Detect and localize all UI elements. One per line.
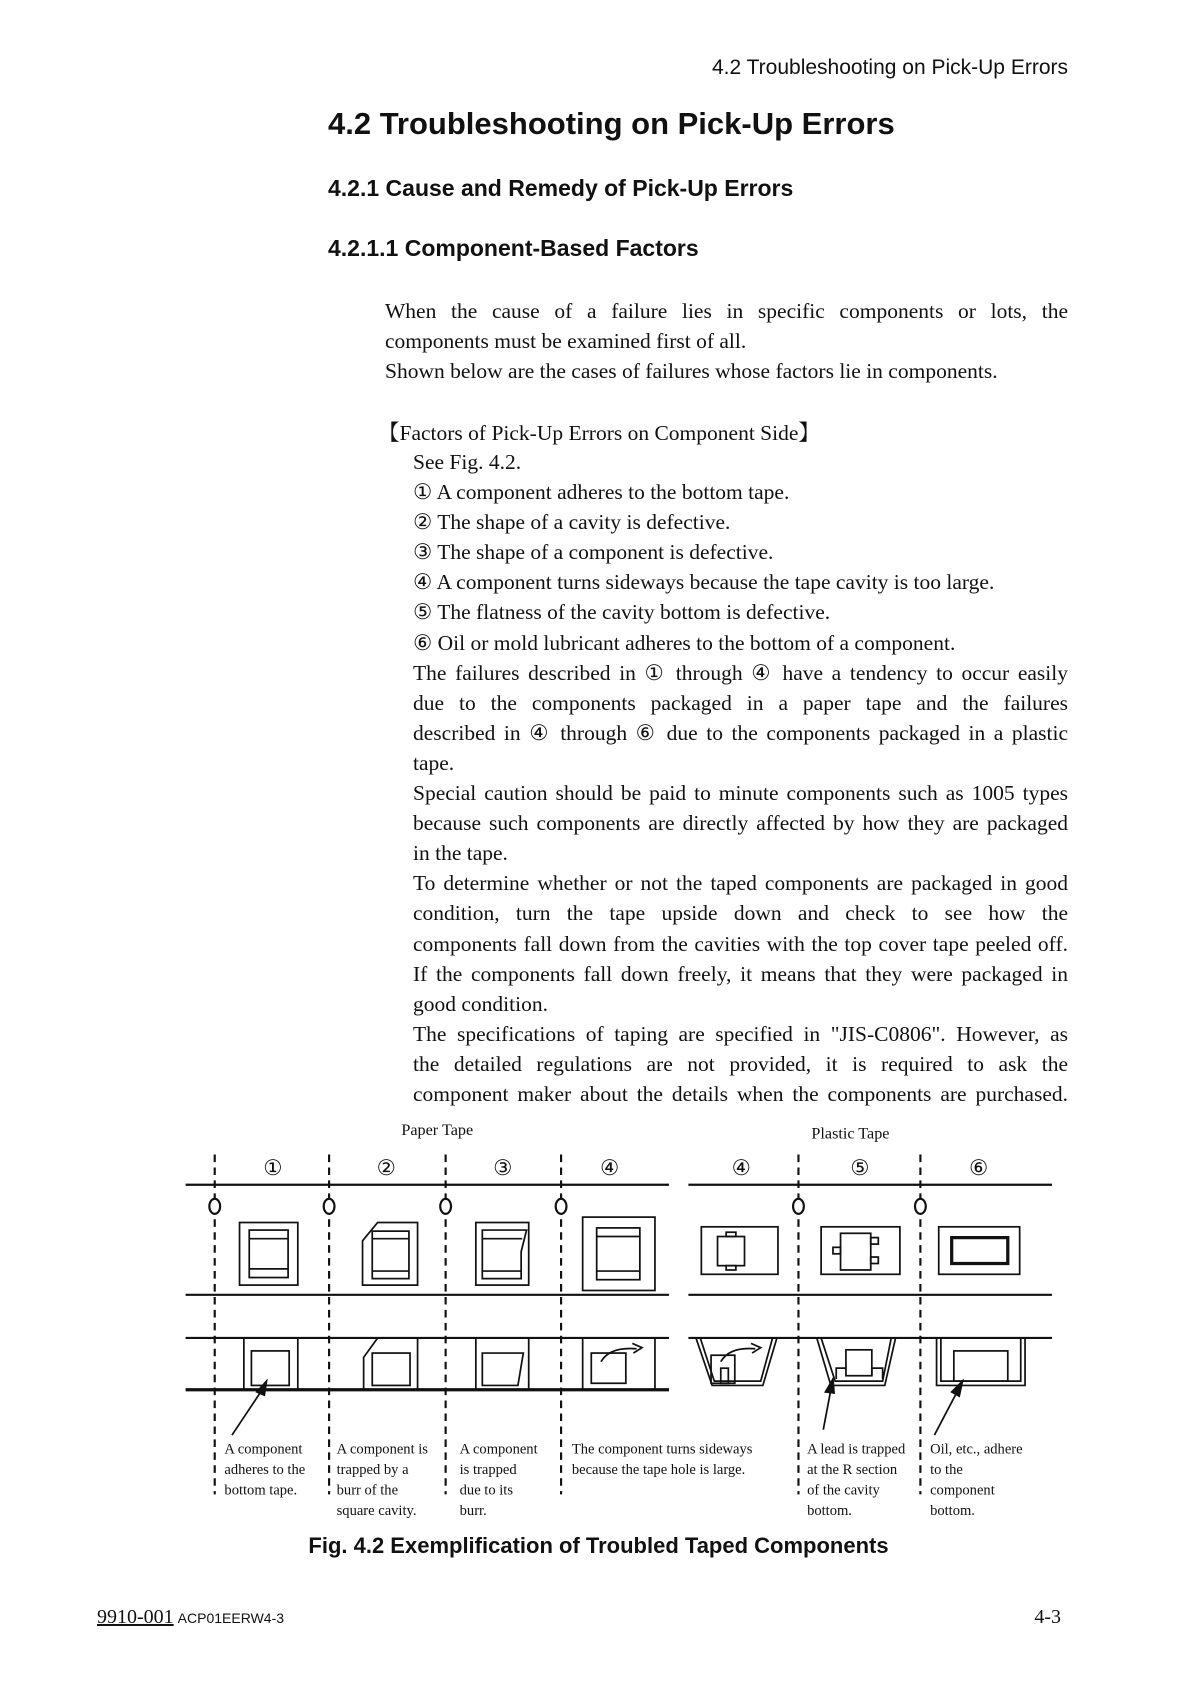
text-line: Shown below are the cases of failures whose factors lie in components. xyxy=(385,359,998,384)
text-line: ④ A component turns sideways because the tape cavity is too large. xyxy=(413,570,995,595)
case-caption-line: The component turns sideways xyxy=(571,1441,753,1458)
case-caption-line: burr. xyxy=(459,1502,487,1519)
text-line: in the tape. xyxy=(413,841,508,866)
subsection-title: 4.2.1 Cause and Remedy of Pick-Up Errors xyxy=(328,175,794,201)
case-caption-line: bottom. xyxy=(807,1502,852,1519)
text-line: If the components fall down freely, it means that they were packaged in xyxy=(413,961,1068,986)
case-caption-line: A lead is trapped xyxy=(807,1441,906,1458)
text-line: ⑤ The flatness of the cavity bottom is defective. xyxy=(413,600,831,625)
case-caption-line: component xyxy=(930,1482,995,1499)
text-line: Special caution should be paid to minute components such as 1005 types xyxy=(413,781,1068,806)
running-header: 4.2 Troubleshooting on Pick-Up Errors xyxy=(711,56,1068,79)
case-caption-line: burr of the xyxy=(336,1482,399,1499)
case-caption-line: A component is xyxy=(336,1441,428,1458)
doc-code: ACP01EERW4-3 xyxy=(177,1610,285,1626)
text-line: The specifications of taping are specified in "JIS-C0806". However, as xyxy=(413,1021,1068,1046)
case-number: ④ xyxy=(731,1156,751,1181)
text-line: ③ The shape of a component is defective. xyxy=(413,540,774,565)
sprocket-holes xyxy=(209,1199,925,1214)
pointer-arrows xyxy=(232,1379,962,1435)
text-line: components must be examined first of all. xyxy=(385,329,747,354)
text-line: condition, turn the tape upside down and check to see how the xyxy=(413,901,1068,926)
section-title: 4.2 Troubleshooting on Pick-Up Errors xyxy=(328,106,895,141)
case-caption-line: adheres to the xyxy=(224,1461,306,1478)
case-caption-line: bottom tape. xyxy=(224,1482,298,1499)
factors-heading: 【Factors of Pick-Up Errors on Component Side】 xyxy=(378,421,820,445)
top-view-components xyxy=(240,1217,1020,1290)
case-number: ① xyxy=(263,1156,283,1181)
text-line: described in ④ through ⑥ due to the components packaged in a plastic xyxy=(413,720,1068,745)
text-line: To determine whether or not the taped components are packaged in good xyxy=(413,871,1068,896)
case-caption-line: because the tape hole is large. xyxy=(571,1461,746,1478)
subsubsection-title: 4.2.1.1 Component-Based Factors xyxy=(328,235,699,261)
case-caption-line: due to its xyxy=(459,1482,513,1499)
text-line: due to the components packaged in a paper tape and the failures xyxy=(413,690,1068,715)
case-caption-line: A component xyxy=(459,1441,538,1458)
text-line: ① A component adheres to the bottom tape. xyxy=(413,480,790,505)
case-caption-line: of the cavity xyxy=(807,1482,880,1499)
case-caption-line: trapped by a xyxy=(336,1461,409,1478)
text-line: ⑥ Oil or mold lubricant adheres to the bottom of a component. xyxy=(413,630,956,655)
case-number: ③ xyxy=(493,1156,513,1181)
text-line: ② The shape of a cavity is defective. xyxy=(413,510,731,535)
case-number: ④ xyxy=(599,1156,620,1181)
text-line: See Fig. 4.2. xyxy=(413,450,522,474)
plastic-tape-label: Plastic Tape xyxy=(811,1125,890,1143)
case-caption-line: square cavity. xyxy=(336,1502,417,1519)
text-line: good condition. xyxy=(413,991,548,1016)
text-line: When the cause of a failure lies in specific components or lots, the xyxy=(385,299,1068,323)
text-line: tape. xyxy=(413,750,455,775)
case-number: ⑤ xyxy=(850,1156,870,1181)
text-line: The failures described in ① through ④ have a tendency to occur easily xyxy=(413,660,1068,685)
doc-number: 9910-001 xyxy=(97,1606,174,1628)
page-number: 4-3 xyxy=(1034,1606,1061,1628)
figure-caption: Fig. 4.2 Exemplification of Troubled Taped Components xyxy=(308,1533,889,1558)
case-caption-line: at the R section xyxy=(807,1461,898,1478)
text-line: components fall down from the cavities with the top cover tape peeled off. xyxy=(413,931,1068,956)
case-caption-line: A component xyxy=(224,1441,303,1458)
text-line: because such components are directly affected by how they are packaged xyxy=(413,811,1068,836)
text-line: component maker about the details when the components are purchased. xyxy=(413,1081,1068,1106)
text-line: the detailed regulations are not provided, it is required to ask the xyxy=(413,1051,1068,1076)
footer-doc-id xyxy=(97,1606,284,1629)
case-caption-line: bottom. xyxy=(930,1502,975,1519)
case-caption-line: to the xyxy=(930,1461,963,1478)
case-caption-line: is trapped xyxy=(459,1461,517,1478)
case-caption-line: Oil, etc., adhere xyxy=(930,1441,1023,1458)
case-number: ② xyxy=(376,1156,396,1181)
paper-tape-label: Paper Tape xyxy=(401,1122,474,1140)
side-view-components xyxy=(186,1338,1052,1390)
case-number: ⑥ xyxy=(968,1156,989,1181)
